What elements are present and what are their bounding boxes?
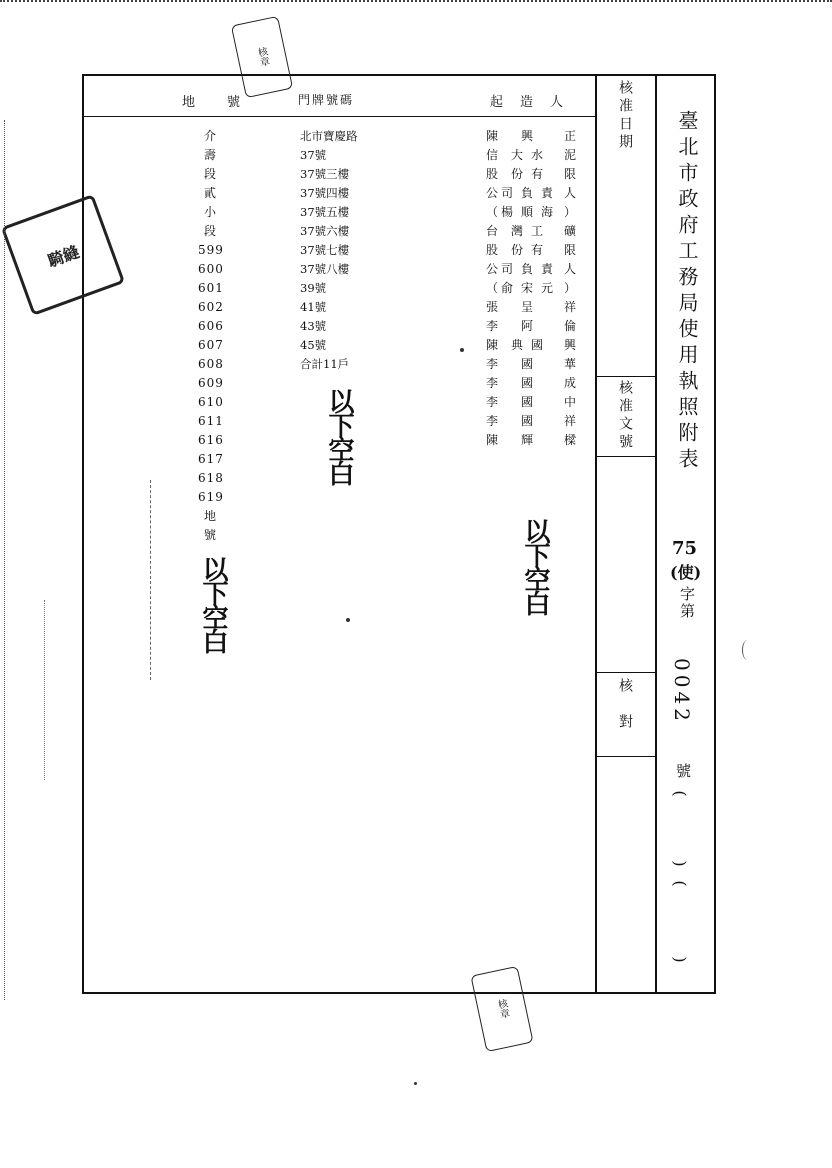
applicant-text: 信: [486, 148, 499, 162]
blank-mark-plot: 以下空白: [198, 556, 228, 652]
header-divider: [82, 116, 595, 117]
license-year: 75: [672, 538, 698, 559]
applicant-text: 李: [486, 376, 499, 390]
applicant-text: 台: [486, 224, 499, 238]
applicant-text: 國: [520, 414, 541, 428]
applicant-text: 李: [486, 395, 499, 409]
door-number-cell: 41號: [300, 300, 327, 314]
door-number-cell: 37號八樓: [300, 262, 350, 276]
applicant-text: 倫: [563, 319, 576, 333]
applicant-text: 國: [520, 357, 541, 371]
license-number: 0042: [670, 658, 694, 725]
applicant-text: 陳: [486, 433, 499, 447]
applicant-text: （: [486, 205, 499, 219]
door-number-cell: 45號: [300, 338, 327, 352]
plot-number-cell: 壽: [204, 148, 217, 162]
applicant-row: [486, 431, 576, 450]
applicant-text: 阿: [520, 319, 541, 333]
scan-noise: [346, 618, 350, 622]
paren-mark: ): [670, 860, 690, 867]
plot-number-cell: 619: [198, 490, 224, 504]
applicant-row: [486, 336, 576, 355]
plot-number-cell: 616: [198, 433, 224, 447]
applicant-row: [486, 279, 576, 298]
applicant-row: [486, 203, 576, 222]
scan-noise: [44, 600, 45, 780]
door-number-cell: 37號七樓: [300, 243, 350, 257]
applicant-text: 成: [563, 376, 576, 390]
applicant-text: 國: [520, 395, 541, 409]
plot-number-cell: 608: [198, 357, 224, 371]
plot-number-cell: 601: [198, 281, 224, 295]
applicant-text: 興: [563, 338, 576, 352]
applicant-text: 股: [486, 243, 499, 257]
plot-number-cell: 618: [198, 471, 224, 485]
header-door-no: 門牌號碼: [298, 93, 355, 107]
seal-stamp-left: 騎縫: [1, 194, 125, 316]
applicant-text: 呈: [520, 300, 541, 314]
scan-edge-top: [0, 0, 832, 5]
applicant-text: 興: [520, 129, 541, 143]
paren-mark: ): [670, 956, 690, 963]
scan-noise: [150, 480, 151, 680]
applicant-text: 張: [486, 300, 499, 314]
applicant-text: 公: [486, 186, 499, 200]
applicant-row: [486, 412, 576, 431]
applicant-text: 華: [563, 357, 576, 371]
door-number-cell: 39號: [300, 281, 327, 295]
applicant-text: 典國: [510, 338, 551, 352]
plot-number-cell: 606: [198, 319, 224, 333]
applicant-row: [486, 317, 576, 336]
plot-number-cell: 607: [198, 338, 224, 352]
applicant-text: 中: [563, 395, 576, 409]
applicant-row: [486, 298, 576, 317]
applicant-text: 公: [486, 262, 499, 276]
door-number-cell: 37號三樓: [300, 167, 350, 181]
applicant-text: 限: [563, 167, 576, 181]
applicant-row: [486, 184, 576, 203]
plot-number-cell: 段: [204, 224, 217, 238]
applicant-text: 祥: [563, 300, 576, 314]
scan-noise: [742, 640, 753, 660]
blank-mark-applicant: 以下空白: [520, 518, 550, 614]
applicant-text: 陳: [486, 129, 499, 143]
approval-date-label: 核准日期: [617, 80, 633, 152]
applicant-text: 陳: [486, 338, 499, 352]
door-number-cell: 37號五樓: [300, 205, 350, 219]
applicant-row: [486, 241, 576, 260]
blank-mark-door: 以下空白: [324, 388, 354, 484]
applicant-text: 輝: [520, 433, 541, 447]
plot-number-cell: 小: [204, 205, 217, 219]
applicant-text: 泥: [563, 148, 576, 162]
char-label: 字第: [678, 586, 696, 620]
applicant-text: 灣工: [510, 224, 551, 238]
header-plot-no: 地 號: [182, 95, 243, 110]
applicant-text: 限: [563, 243, 576, 257]
side-divider: [595, 756, 655, 757]
plot-number-cell: 617: [198, 452, 224, 466]
applicant-text: 楊順海: [500, 205, 561, 219]
applicant-row: [486, 260, 576, 279]
license-type: (使): [670, 563, 702, 582]
door-number-cell: 北市寶慶路: [300, 129, 358, 143]
applicant-text: 祥: [563, 414, 576, 428]
scan-edge-left: [4, 120, 5, 1000]
plot-number-column: [196, 127, 238, 545]
applicant-text: 李: [486, 319, 499, 333]
door-number-cell: 43號: [300, 319, 327, 333]
door-number-cell: 37號六樓: [300, 224, 350, 238]
applicant-text: 股: [486, 167, 499, 181]
approval-number-label: 核准文號: [617, 380, 633, 452]
applicant-row: [486, 374, 576, 393]
document-title: 臺北市政府工務局使用執照附表: [675, 110, 699, 474]
plot-number-cell: 599: [198, 243, 224, 257]
side-divider: [595, 376, 655, 377]
plot-number-cell: 貳: [204, 186, 217, 200]
applicant-text: 正: [563, 129, 576, 143]
plot-number-cell: 609: [198, 376, 224, 390]
plot-number-cell: 610: [198, 395, 224, 409]
applicant-text: 國: [520, 376, 541, 390]
seal-stamp-bottom: 核章: [470, 966, 533, 1052]
header-applicant: 起 造 人: [490, 95, 566, 110]
applicant-text: 份有: [510, 243, 551, 257]
door-number-column: [300, 127, 450, 374]
plot-number-cell: 611: [198, 414, 224, 428]
door-number-cell: 合計11戶: [300, 357, 350, 371]
applicant-text: 礦: [563, 224, 576, 238]
applicant-text: 大水: [510, 148, 551, 162]
door-number-cell: 37號四樓: [300, 186, 350, 200]
scan-noise: [460, 348, 464, 352]
plot-number-cell: 介: [204, 129, 217, 143]
seal-stamp-top: 核章: [231, 16, 293, 98]
plot-number-cell: 號: [204, 528, 217, 542]
applicant-row: [486, 222, 576, 241]
check-label: 核對: [617, 678, 633, 750]
plot-number-cell: 段: [204, 167, 217, 181]
applicant-row: [486, 165, 576, 184]
applicant-text: 李: [486, 357, 499, 371]
applicant-row: [486, 127, 576, 146]
column-divider: [655, 74, 657, 994]
column-divider: [595, 74, 597, 994]
applicant-row: [486, 146, 576, 165]
applicant-row: [486, 355, 576, 374]
plot-number-cell: 600: [198, 262, 224, 276]
applicant-text: 人: [563, 262, 576, 276]
applicant-text: （: [486, 281, 499, 295]
door-number-cell: 37號: [300, 148, 327, 162]
plot-number-cell: 地: [204, 509, 217, 523]
applicant-text: 人: [563, 186, 576, 200]
plot-number-cell: 602: [198, 300, 224, 314]
applicant-text: 司負責: [500, 262, 561, 276]
scan-noise: [414, 1082, 417, 1085]
applicant-text: 俞宋元: [500, 281, 561, 295]
applicant-column: [486, 127, 576, 450]
side-divider: [595, 672, 655, 673]
number-suffix: 號: [676, 762, 692, 780]
applicant-text: ）: [563, 205, 576, 219]
applicant-text: 司負責: [500, 186, 561, 200]
applicant-text: 李: [486, 414, 499, 428]
paren-mark: (: [670, 880, 690, 887]
applicant-text: 樑: [563, 433, 576, 447]
paren-mark: (: [670, 790, 690, 797]
applicant-row: [486, 393, 576, 412]
side-divider: [595, 456, 655, 457]
applicant-text: 份有: [510, 167, 551, 181]
applicant-text: ）: [563, 281, 576, 295]
